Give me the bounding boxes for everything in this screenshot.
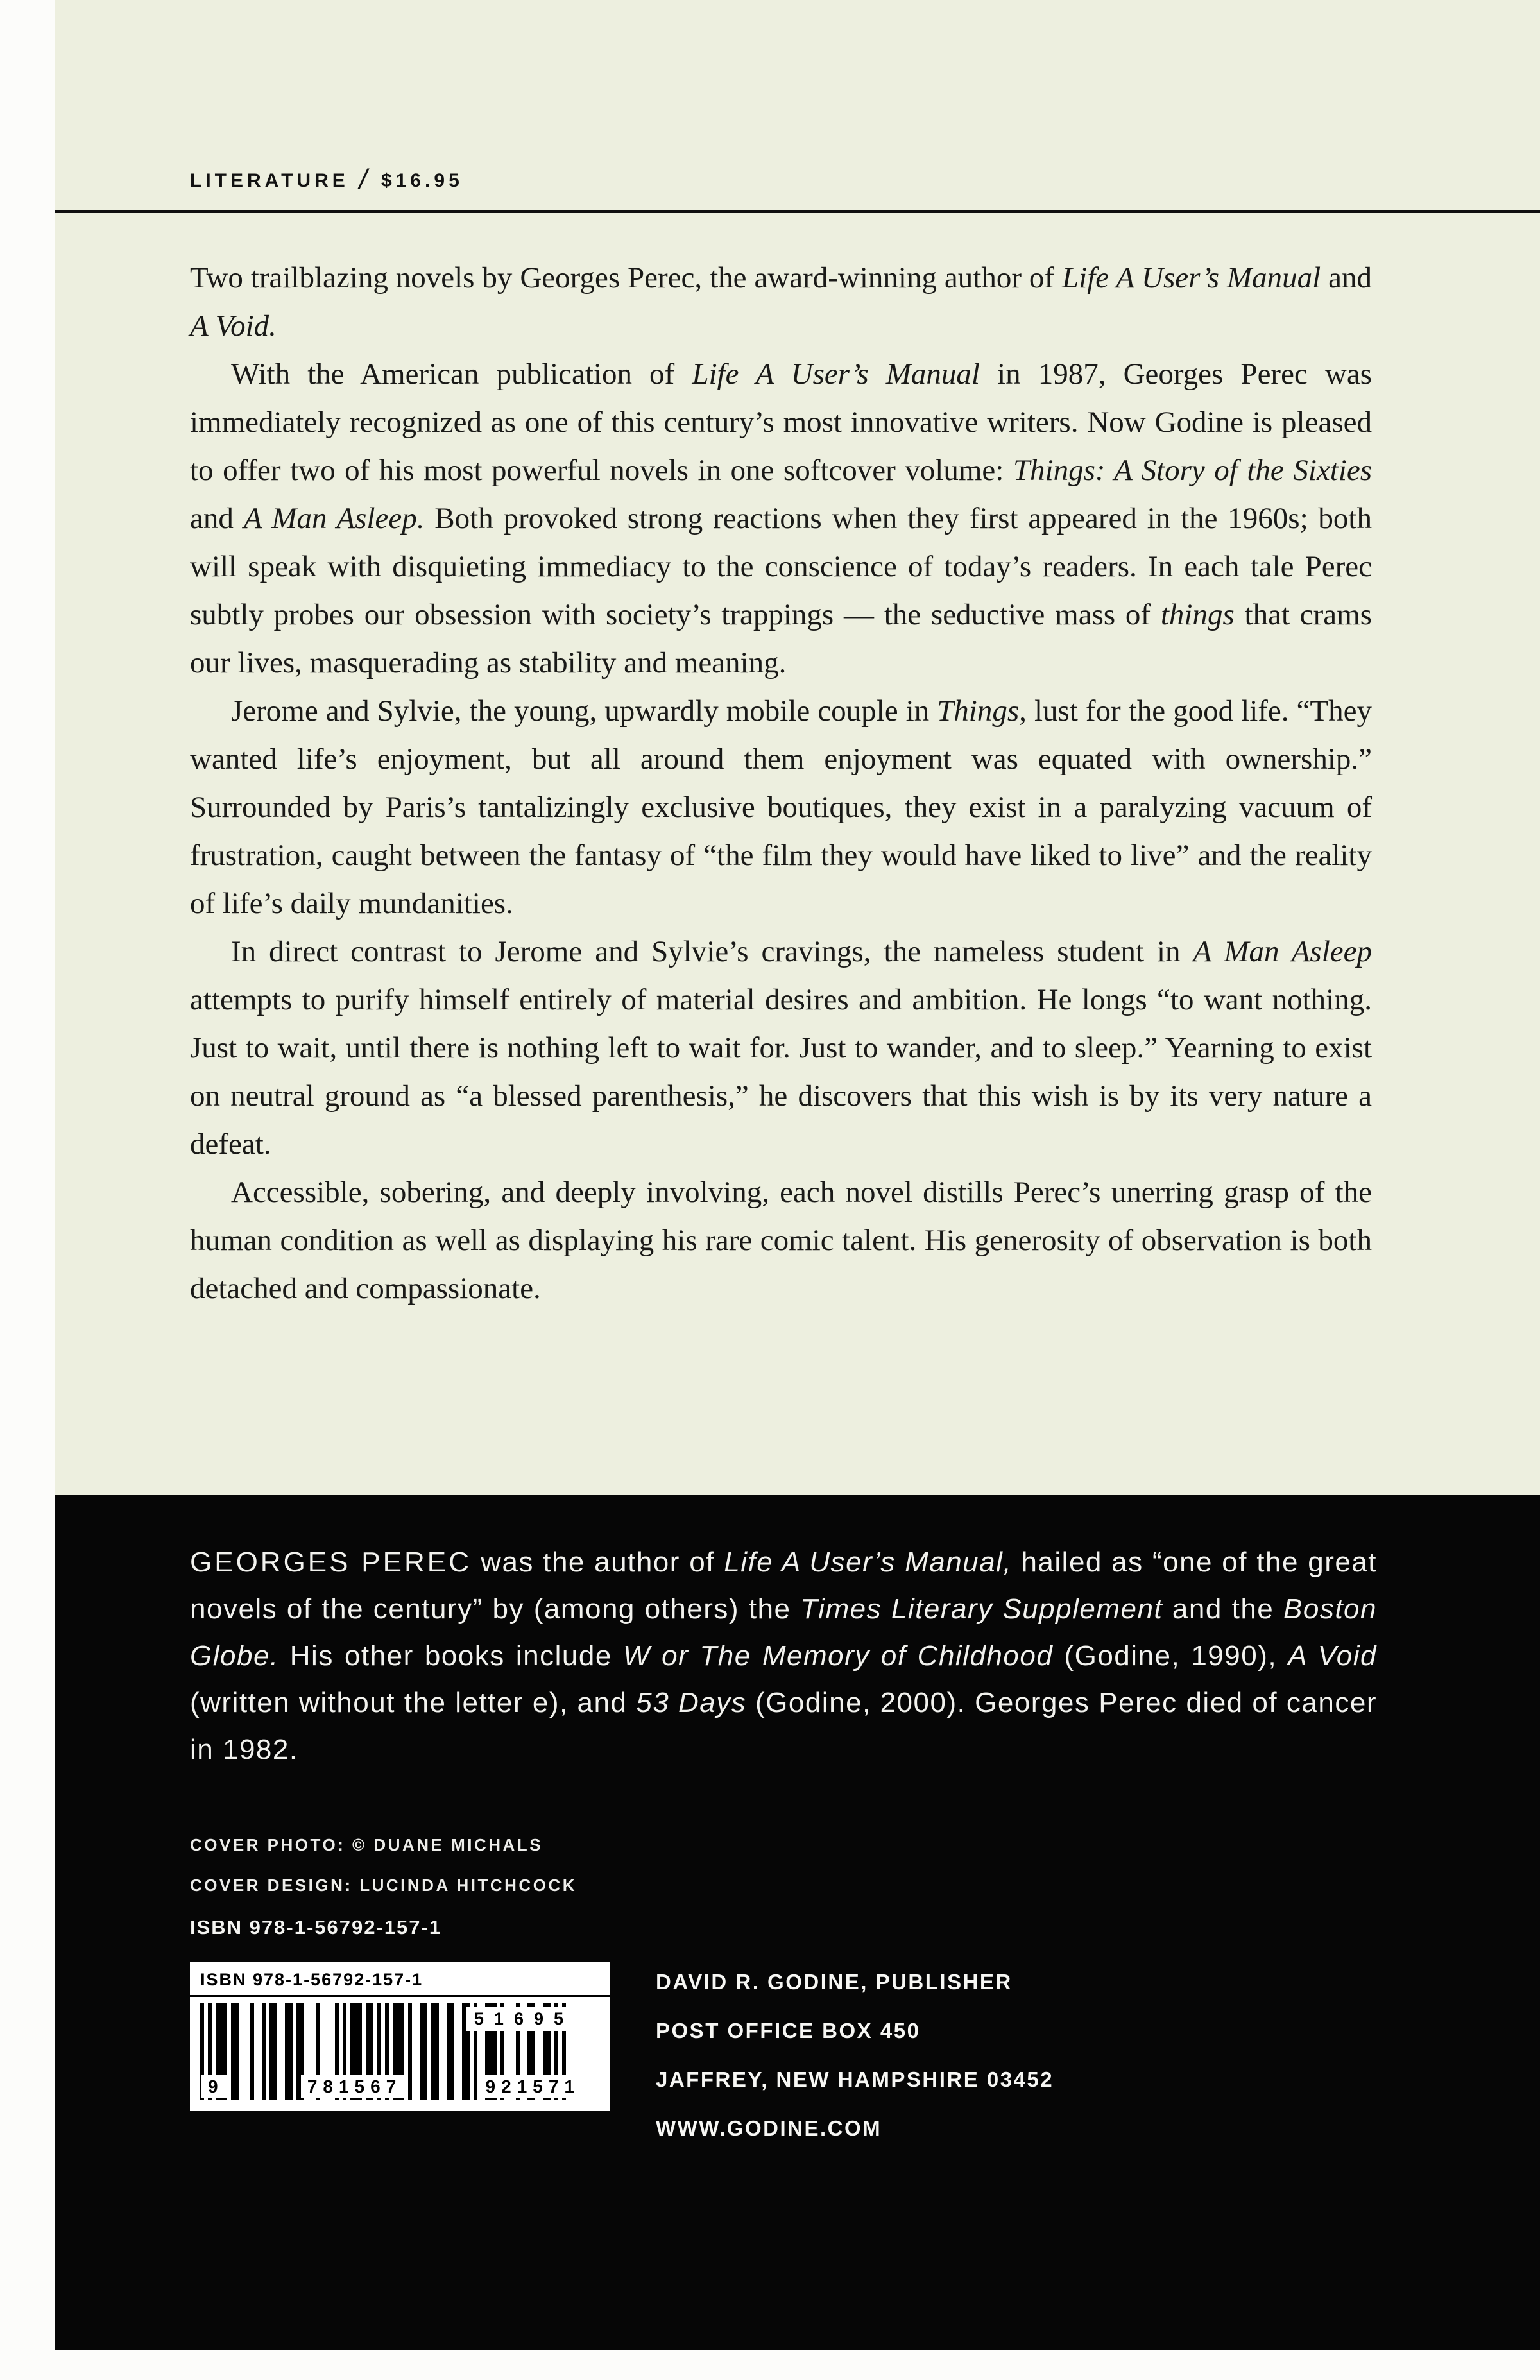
barcode-rule (190, 1995, 610, 1997)
author-bio: GEORGES PEREC was the author of Life A User’s Manual, hailed as “one of the great novels of the century” by (among others) the Times Literary Supplement and the Boston Globe. His other books include W or The Memory of Childhood (Godine, 1990), A Void (written without the letter e), and 53 Days (Godine, 2000). Georges Perec died of cancer in 1982. (190, 1546, 1378, 1765)
publisher-line: DAVID R. GODINE, PUBLISHER (656, 1970, 1013, 1994)
synopsis-paragraph: Two trailblazing novels by Georges Perec, the award-winning author of Life A User’s Manual and A Void. (190, 261, 1372, 343)
barcode-bars (200, 2003, 580, 2100)
synopsis-text (190, 254, 1372, 1313)
divider-rule (55, 210, 1540, 213)
synopsis-paragraph: Accessible, sobering, and deeply involving, each novel distills Perec’s unerring grasp of the human condition as well as displaying his rare comic talent. His generosity of observation is both detached and compassionate. (190, 1176, 1372, 1305)
barcode-digit-group: 781567 (301, 2075, 408, 2098)
credits-block (190, 1835, 577, 1896)
barcode-isbn-label: ISBN 978-1-56792-157-1 (200, 1970, 424, 1989)
barcode-price-code: 51695 (466, 2007, 574, 2031)
price-label: $16.95 (381, 170, 463, 191)
publisher-line: JAFFREY, NEW HAMPSHIRE 03452 (656, 2068, 1054, 2091)
publisher-address (656, 1970, 1054, 2141)
publisher-line: POST OFFICE BOX 450 (656, 2019, 921, 2042)
publisher-line: WWW.GODINE.COM (656, 2116, 882, 2140)
category-price-line (190, 162, 463, 194)
synopsis-paragraph: In direct contrast to Jerome and Sylvie’s cravings, the nameless student in A Man Asleep attempts to purify himself entirely of material desires and ambition. He longs “to want nothing. Just to wait, until there is nothing left to wait for. Just to wander, and to sleep.” Yearning to exist on neutral ground as “a blessed parenthesis,” he discovers that this wish is by its very nature a defeat. (190, 935, 1372, 1161)
slash-separator: / (359, 164, 367, 195)
barcode-digit-group: 9 (201, 2075, 230, 2098)
category-label: LITERATURE (190, 170, 349, 191)
barcode-digit-group: 921571 (479, 2075, 586, 2098)
synopsis-paragraph: Jerome and Sylvie, the young, upwardly mobile couple in Things, lust for the good life. “They wanted life’s enjoyment, but all around them enjoyment was equated with ownership.” Surrounded by Paris’s tantalizingly exclusive boutiques, they exist in a paralyzing vacuum of frustration, caught between the fantasy of “the film they would have liked to live” and the reality of life’s daily mundanities. (190, 694, 1372, 920)
barcode-block (190, 1962, 610, 2111)
isbn-text: ISBN 978-1-56792-157-1 (190, 1916, 442, 1939)
cover-photo-credit: COVER PHOTO: © DUANE MICHALS (190, 1835, 543, 1854)
cover-design-credit: COVER DESIGN: LUCINDA HITCHCOCK (190, 1876, 577, 1895)
barcode-number-line (201, 2075, 586, 2098)
synopsis-paragraph: With the American publication of Life A User’s Manual in 1987, Georges Perec was immediately recognized as one of this century’s most innovative writers. Now Godine is pleased to offer two of his most powerful novels in one softcover volume: Things: A Story of the Sixties and A Man Asleep. Both provoked strong reactions when they first appeared in the 1960s; both will speak with disquieting immediacy to the conscience of today’s readers. In each tale Perec subtly probes our obsession with society’s trappings — the seductive mass of things that crams our lives, masquerading as stability and meaning. (190, 357, 1372, 680)
